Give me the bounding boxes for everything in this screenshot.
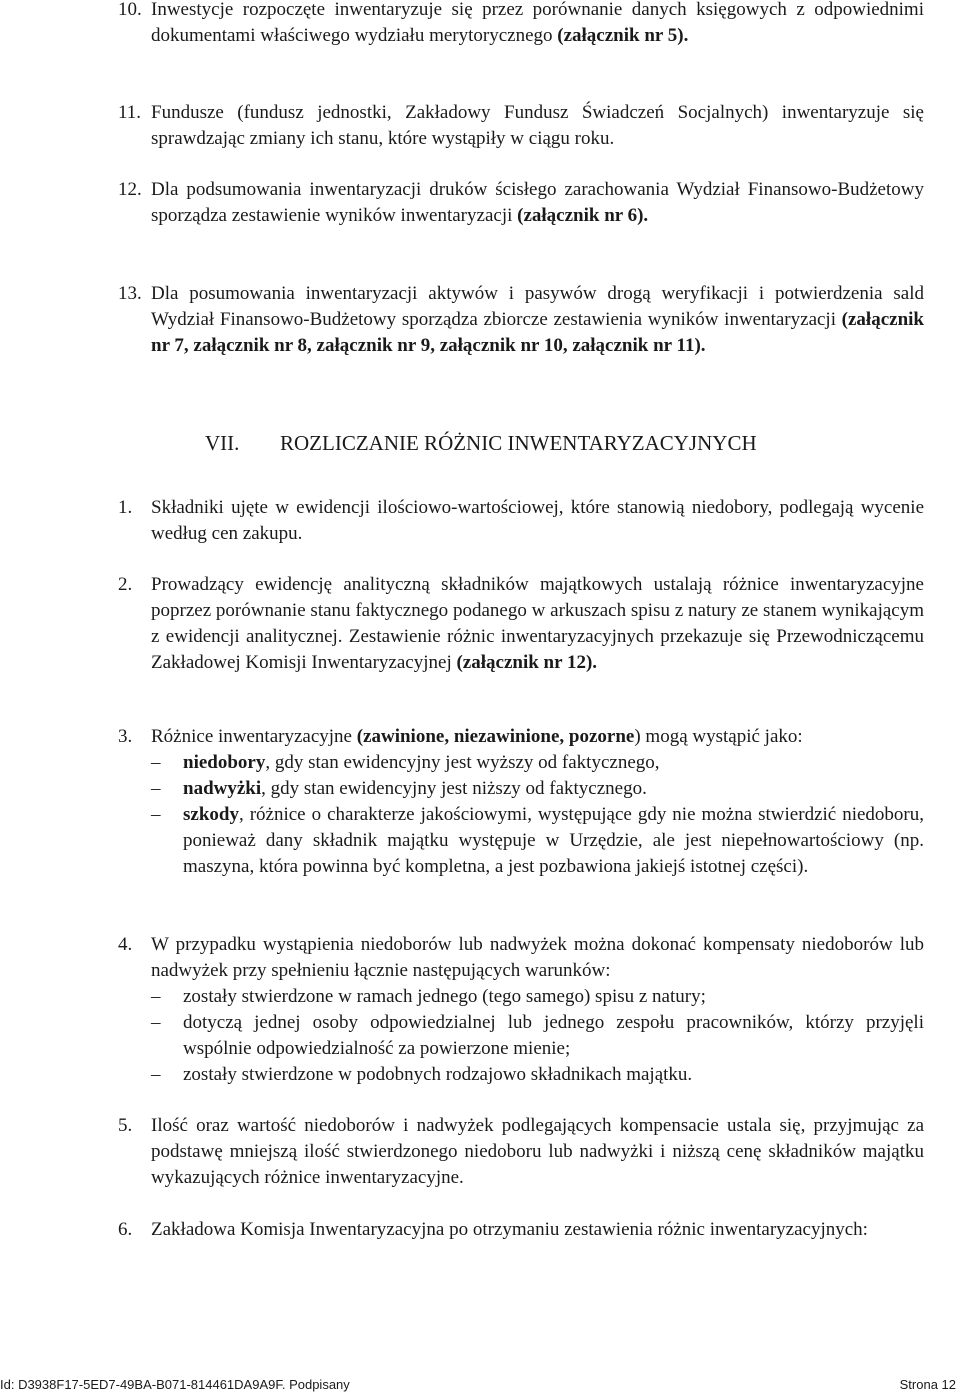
list-item xyxy=(118,0,924,49)
text-run: , gdy stan ewidencyjny jest niższy od faktycznego. xyxy=(261,778,647,799)
dash-bullet: – xyxy=(151,804,161,825)
list-item xyxy=(118,724,924,880)
item-text xyxy=(151,0,924,49)
dash-list xyxy=(118,984,924,1088)
text-run: zostały stwierdzone w ramach jednego (tego samego) spisu z natury; xyxy=(183,986,706,1007)
dash-list-item xyxy=(118,776,924,802)
list-item xyxy=(118,1113,924,1191)
item-number: 11. xyxy=(118,102,142,123)
item-text xyxy=(151,724,924,750)
text-run: (załącznik nr 6). xyxy=(517,205,649,226)
text-run: Ilość oraz wartość niedoborów i nadwyżek podlegających kompensacie ustala się, przyjmując za podstawę mniejszą ilość stwierdzonego niedoboru lub nadwyżki i niższą cenę składników majątku wykazujących różnice inwentaryzacyjne. xyxy=(151,1115,924,1188)
item-text xyxy=(151,100,924,152)
text-run: (załącznik nr 7, załącznik nr 8, załącznik nr 9, załącznik nr 10, załącznik nr 11). xyxy=(151,309,924,356)
text-run: dotyczą jednej osoby odpowiedzialnej lub jednego zespołu pracowników, którzy przyjęli wspólnie odpowiedzialność za powierzone mienie; xyxy=(183,1012,924,1059)
text-run: (załącznik nr 5). xyxy=(557,25,689,46)
document-id: Id: D3938F17-5ED7-49BA-B071-814461DA9A9F. Podpisany xyxy=(0,1377,350,1392)
text-run: Składniki ujęte w ewidencji ilościowo-wartościowej, które stanowią niedobory, podlegają wycenie według cen zakupu. xyxy=(151,497,924,544)
item-number: 1. xyxy=(118,497,133,518)
dash-list-item xyxy=(118,1062,924,1088)
list-item xyxy=(118,281,924,359)
item-text xyxy=(151,281,924,359)
page-number: Strona 12 xyxy=(899,1377,956,1392)
dash-bullet: – xyxy=(151,1064,161,1085)
item-number: 6. xyxy=(118,1219,133,1240)
text-run: Prowadzący ewidencję analityczną składników majątkowych ustalają różnice inwentaryzacyjne poprzez porównanie stanu faktycznego podanego w arkuszach spisu z natury ze stanem wynikającym z ewidencji analitycznej. Zestawienie różnic inwentaryzacyjnych przekazuje się Przewodniczącemu Zakładowej Komisji Inwentaryzacyjnej xyxy=(151,574,924,673)
item-number: 5. xyxy=(118,1115,133,1136)
item-number: 4. xyxy=(118,934,133,955)
text-run: Inwestycje rozpoczęte inwentaryzuje się przez porównanie danych księgowych z odpowiednimi dokumentami właściwego wydziału merytorycznego xyxy=(151,0,924,46)
item-number: 3. xyxy=(118,726,133,747)
item-number: 13. xyxy=(118,283,142,304)
item-number: 2. xyxy=(118,574,133,595)
text-run: Różnice inwentaryzacyjne xyxy=(151,726,357,747)
dash-list-item xyxy=(118,1010,924,1062)
text-run: , gdy stan ewidencyjny jest wyższy od faktycznego, xyxy=(265,752,660,773)
item-text xyxy=(151,1113,924,1191)
dash-list-item xyxy=(118,802,924,880)
list-item xyxy=(118,100,924,152)
text-run: szkody xyxy=(183,804,239,825)
dash-list-item xyxy=(118,750,924,776)
item-text xyxy=(151,932,924,984)
text-run: Zakładowa Komisja Inwentaryzacyjna po otrzymaniu zestawienia różnic inwentaryzacyjnych: xyxy=(151,1219,868,1240)
item-text xyxy=(151,572,924,676)
dash-list-item xyxy=(118,984,924,1010)
item-text xyxy=(151,177,924,229)
list-item xyxy=(118,1217,924,1243)
dash-list xyxy=(118,750,924,880)
item-number: 10. xyxy=(118,0,142,20)
text-run: W przypadku wystąpienia niedoborów lub nadwyżek można dokonać kompensaty niedoborów lub nadwyżek przy spełnieniu łącznie następujących warunków: xyxy=(151,934,924,981)
text-run: niedobory xyxy=(183,752,266,773)
item-text xyxy=(151,495,924,547)
text-run: nadwyżki xyxy=(183,778,262,799)
list-item xyxy=(118,572,924,676)
list-item xyxy=(118,177,924,229)
list-item xyxy=(118,932,924,1088)
text-run: zostały stwierdzone w podobnych rodzajowo składnikach majątku. xyxy=(183,1064,693,1085)
dash-bullet: – xyxy=(151,778,161,799)
text-run: (zawinione, niezawinione, pozorne xyxy=(356,726,635,747)
text-run: Fundusze (fundusz jednostki, Zakładowy Fundusz Świadczeń Socjalnych) inwentaryzuje się sprawdzając zmiany ich stanu, które wystąpiły w ciągu roku. xyxy=(151,102,924,149)
list-item xyxy=(118,495,924,547)
dash-bullet: – xyxy=(151,986,161,1007)
dash-bullet: – xyxy=(151,1012,161,1033)
item-text xyxy=(151,1217,924,1243)
text-run: Dla podsumowania inwentaryzacji druków ścisłego zarachowania Wydział Finansowo-Budżetowy sporządza zestawienie wyników inwentaryzacji xyxy=(151,179,924,226)
text-run: Dla posumowania inwentaryzacji aktywów i pasywów drogą weryfikacji i potwierdzenia sald Wydział Finansowo-Budżetowy sporządza zbiorcze zestawienia wyników inwentaryzacji xyxy=(151,283,924,330)
text-run: ) mogą wystąpić jako: xyxy=(634,726,803,747)
text-run: (załącznik nr 12). xyxy=(456,652,598,673)
item-number: 12. xyxy=(118,179,142,200)
section-title: ROZLICZANIE RÓŻNIC INWENTARYZACYJNYCH xyxy=(280,431,757,455)
section-number: VII. xyxy=(205,431,240,455)
text-run: , różnice o charakterze jakościowymi, występujące gdy nie można stwierdzić niedoboru, ponieważ dany składnik majątku występuje w Urzędzie, ale jest niepełnowartościowy (np. maszyna, która powinna być kompletna, a jest pozbawiona jakiejś istotnej części). xyxy=(183,804,924,877)
dash-bullet: – xyxy=(151,752,161,773)
